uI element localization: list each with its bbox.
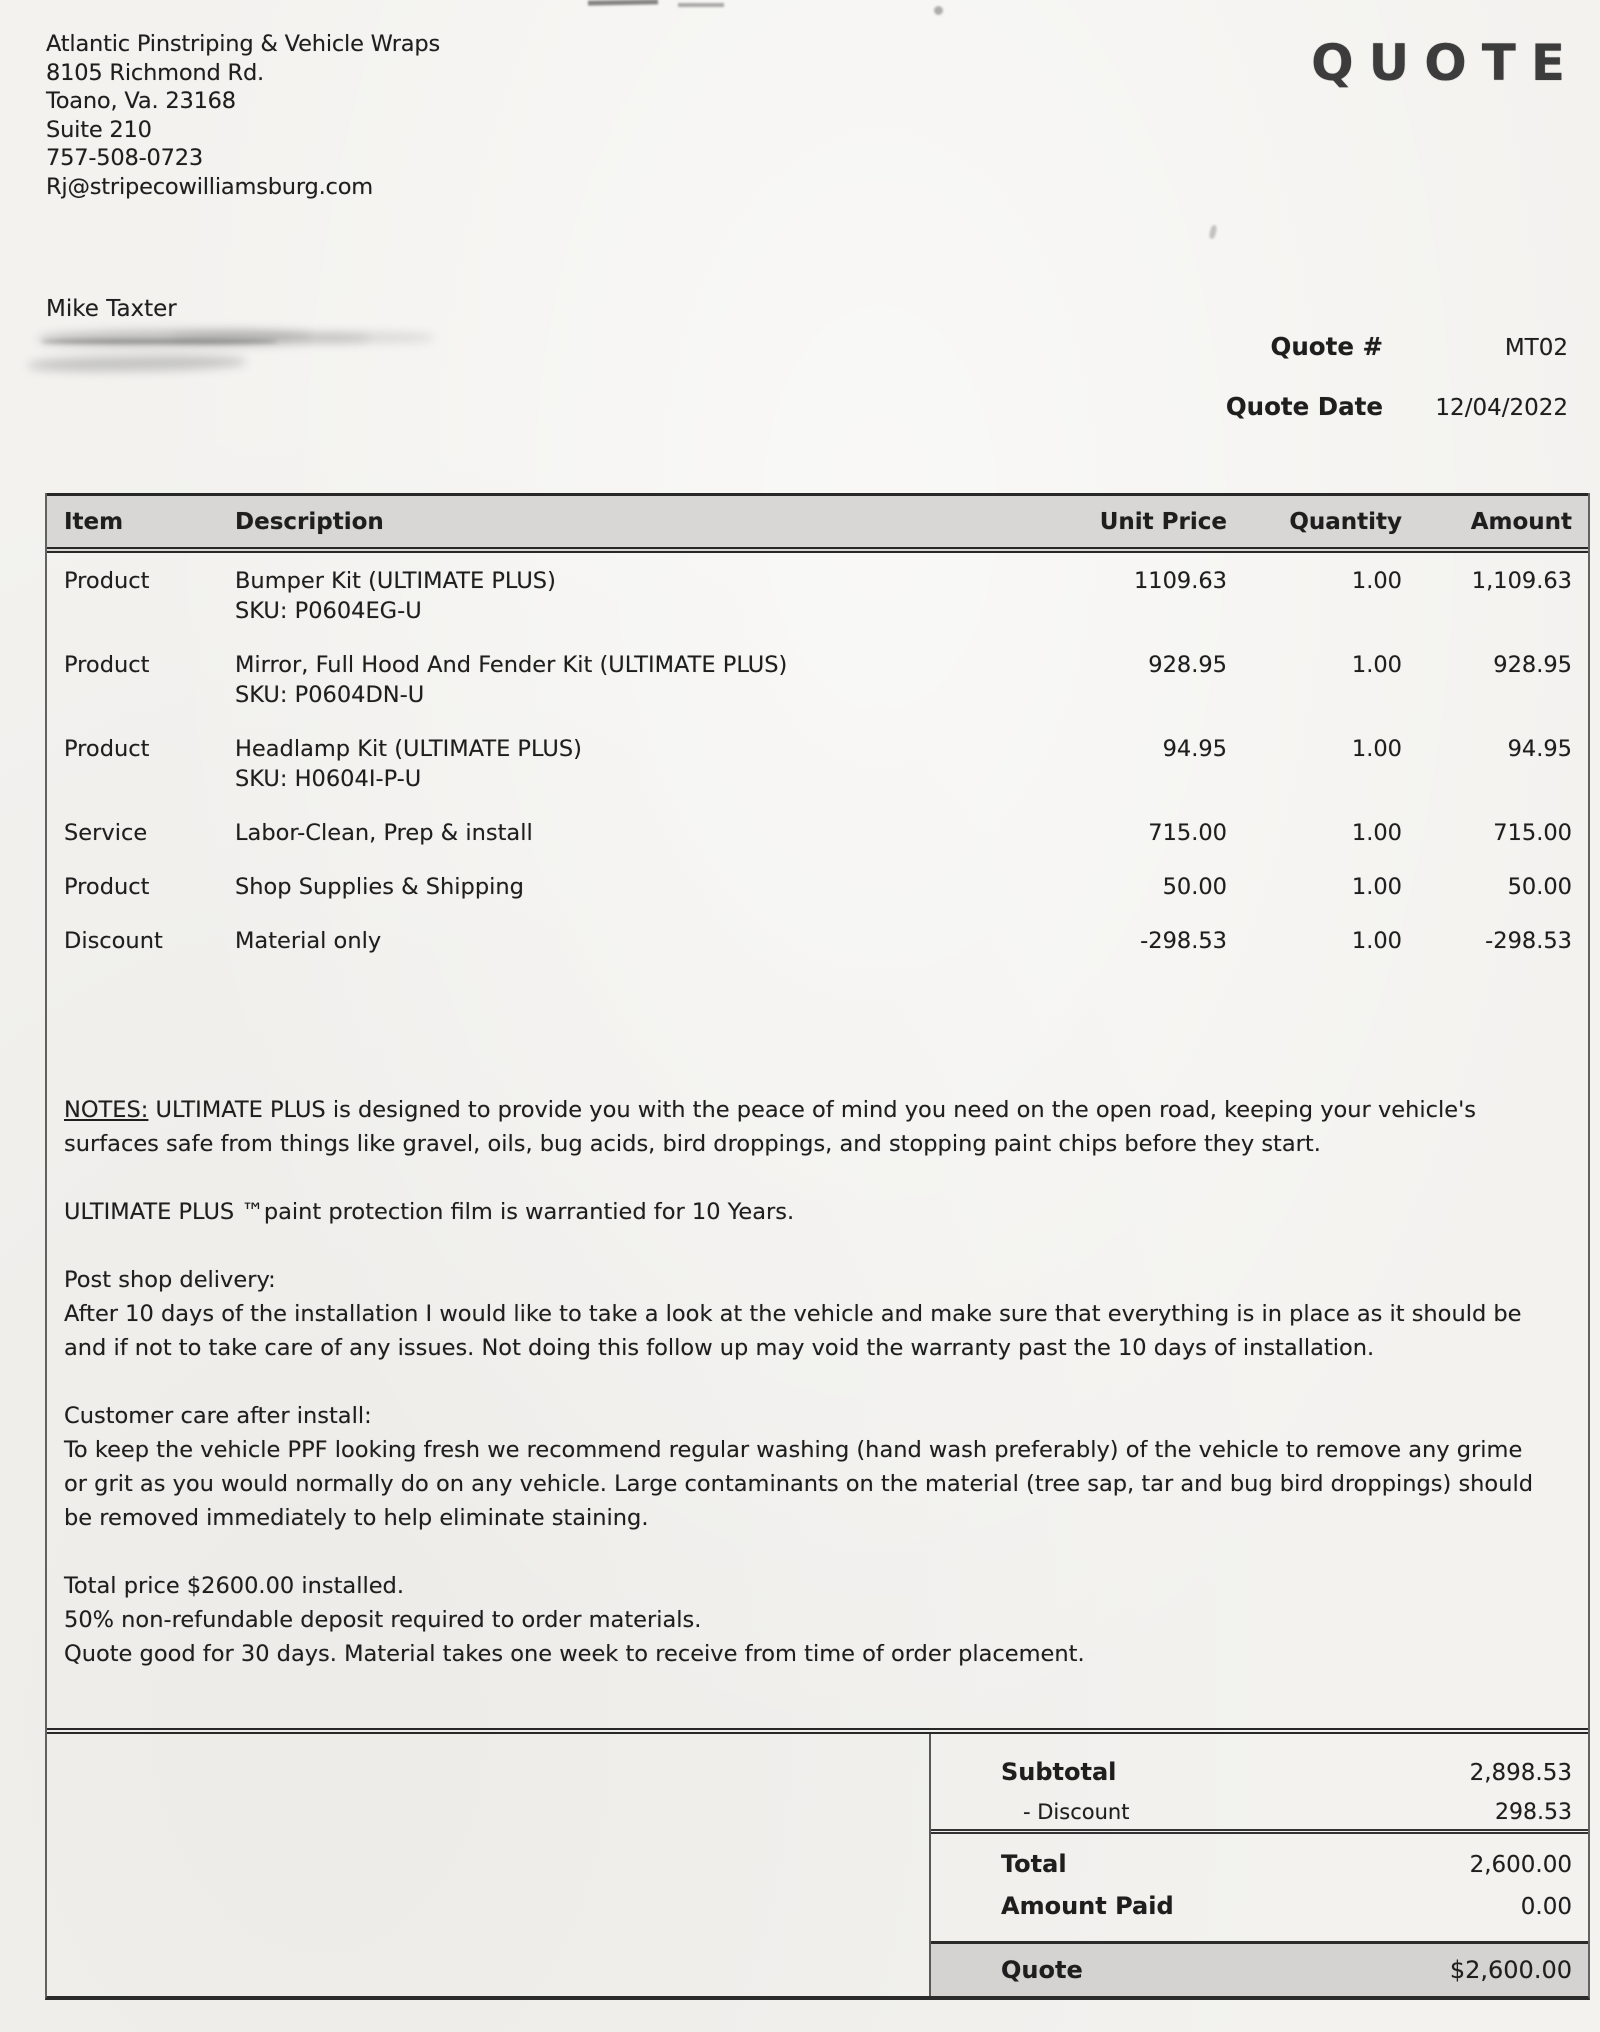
quote-date-row xyxy=(1133,392,1568,421)
redaction-scribble xyxy=(28,354,246,373)
totals-section xyxy=(47,1728,1588,1996)
quote-date-label: Quote Date xyxy=(1225,392,1383,421)
notes-intro xyxy=(64,1093,1546,1161)
warranty-note: ULTIMATE PLUS ™paint protection film is warrantied for 10 Years. xyxy=(64,1199,795,1225)
scan-artifact xyxy=(934,6,943,15)
total-value: 2,600.00 xyxy=(1469,1852,1572,1878)
scan-artifact xyxy=(588,0,658,6)
customer-care-note xyxy=(64,1399,1546,1535)
amount-paid-label: Amount Paid xyxy=(1001,1892,1174,1920)
table-row xyxy=(47,818,1588,848)
redaction-scribble xyxy=(300,333,435,342)
item-amount: 928.95 xyxy=(1493,652,1572,678)
scan-artifact xyxy=(678,3,724,7)
item-sku: SKU: P0604DN-U xyxy=(235,682,425,708)
amount-paid-value: 0.00 xyxy=(1520,1894,1572,1920)
item-description: Mirror, Full Hood And Fender Kit (ULTIMATE PLUS) xyxy=(235,652,788,678)
item-amount: 715.00 xyxy=(1493,820,1572,846)
item-quantity: 1.00 xyxy=(1351,874,1402,900)
column-header-unit-price: Unit Price xyxy=(1099,508,1227,535)
table-row xyxy=(47,926,1588,956)
item-unit-price: -298.53 xyxy=(1140,928,1227,954)
item-description: Shop Supplies & Shipping xyxy=(235,874,524,900)
post-shop-body: After 10 days of the installation I would like to take a look at the vehicle and make sure that everything is in place as it should be and if not to take care of any issues. Not doing this follow up may void the warranty past the 10 days of installation. xyxy=(64,1301,1522,1361)
item-quantity: 1.00 xyxy=(1351,568,1402,594)
customer-care-title: Customer care after install: xyxy=(64,1403,372,1429)
company-address-line2: Toano, Va. 23168 xyxy=(46,88,236,114)
item-type: Discount xyxy=(64,928,163,954)
company-name: Atlantic Pinstriping & Vehicle Wraps xyxy=(46,31,440,57)
totals-box xyxy=(929,1734,1588,1996)
column-header-description: Description xyxy=(235,508,384,535)
quote-total-row xyxy=(931,1941,1588,1996)
quote-date-value: 12/04/2022 xyxy=(1435,395,1568,421)
column-header-item: Item xyxy=(64,508,124,535)
item-quantity: 1.00 xyxy=(1351,736,1402,762)
subtotal-value: 2,898.53 xyxy=(1469,1760,1572,1786)
discount-value: 298.53 xyxy=(1495,1800,1572,1825)
customer-name: Mike Taxter xyxy=(46,296,177,322)
company-info xyxy=(46,30,440,201)
item-sku: SKU: H0604I-P-U xyxy=(235,766,422,792)
item-sku: SKU: P0604EG-U xyxy=(235,598,422,624)
discount-row xyxy=(931,1800,1588,1825)
item-description: Bumper Kit (ULTIMATE PLUS) xyxy=(235,568,556,594)
table-row xyxy=(47,650,1588,710)
scan-artifact xyxy=(1208,224,1217,239)
pricing-terms xyxy=(64,1569,1546,1671)
item-amount: 94.95 xyxy=(1507,736,1572,762)
quote-number-row xyxy=(1133,332,1568,361)
item-description: Headlamp Kit (ULTIMATE PLUS) xyxy=(235,736,582,762)
item-quantity: 1.00 xyxy=(1351,652,1402,678)
company-email: Rj@stripecowilliamsburg.com xyxy=(46,173,374,200)
column-header-amount: Amount xyxy=(1470,508,1572,535)
item-unit-price: 928.95 xyxy=(1148,652,1227,678)
post-shop-note xyxy=(64,1263,1546,1365)
quote-body xyxy=(45,493,1590,2000)
notes-section xyxy=(47,1093,1588,1671)
redaction-scribble xyxy=(42,339,277,344)
company-address-line1: 8105 Richmond Rd. xyxy=(46,59,264,86)
item-amount: -298.53 xyxy=(1485,928,1572,954)
item-type: Product xyxy=(64,568,150,594)
subtotal-row xyxy=(931,1758,1588,1786)
company-phone: 757-508-0723 xyxy=(46,145,203,171)
table-row xyxy=(47,566,1588,626)
quote-total-value: $2,600.00 xyxy=(1449,1956,1572,1984)
items-table-header xyxy=(47,493,1588,553)
total-label: Total xyxy=(1001,1850,1067,1878)
table-row xyxy=(47,872,1588,902)
item-amount: 50.00 xyxy=(1507,874,1572,900)
item-unit-price: 1109.63 xyxy=(1133,568,1227,594)
item-quantity: 1.00 xyxy=(1351,820,1402,846)
column-header-quantity: Quantity xyxy=(1289,508,1402,535)
totals-divider xyxy=(931,1829,1588,1834)
validity-line: Quote good for 30 days. Material takes one week to receive from time of order placement. xyxy=(64,1641,1085,1667)
item-type: Product xyxy=(64,652,150,678)
item-description: Material only xyxy=(235,928,382,954)
company-address-line3: Suite 210 xyxy=(46,116,152,143)
subtotal-label: Subtotal xyxy=(1001,1758,1117,1786)
table-row xyxy=(47,734,1588,794)
quote-total-label: Quote xyxy=(1001,1956,1083,1984)
item-unit-price: 50.00 xyxy=(1162,874,1227,900)
item-quantity: 1.00 xyxy=(1351,928,1402,954)
quote-number-value: MT02 xyxy=(1504,335,1568,361)
quote-number-label: Quote # xyxy=(1270,332,1383,361)
total-row xyxy=(931,1850,1588,1878)
item-unit-price: 715.00 xyxy=(1148,820,1227,846)
item-unit-price: 94.95 xyxy=(1162,736,1227,762)
price-line: Total price $2600.00 installed. xyxy=(64,1573,404,1599)
item-amount: 1,109.63 xyxy=(1471,568,1572,594)
items-table xyxy=(47,553,1588,981)
document-title: QUOTE xyxy=(1311,34,1580,92)
post-shop-title: Post shop delivery: xyxy=(64,1267,276,1293)
notes-label: NOTES: xyxy=(64,1097,149,1123)
notes-intro-text: ULTIMATE PLUS is designed to provide you with the peace of mind you need on the open road, keeping your vehicle's surfaces safe from things like gravel, oils, bug acids, bird droppings, and stopping paint chips before they start. xyxy=(64,1097,1476,1157)
item-type: Product xyxy=(64,874,150,900)
item-type: Product xyxy=(64,736,150,762)
item-description: Labor-Clean, Prep & install xyxy=(235,820,533,846)
item-type: Service xyxy=(64,820,148,846)
customer-care-body: To keep the vehicle PPF looking fresh we recommend regular washing (hand wash preferably) of the vehicle to remove any grime or grit as you would normally do on any vehicle. Large contaminants on the material (tree sap, tar and bug bird droppings) should be removed immediately to help eliminate staining. xyxy=(64,1437,1533,1531)
deposit-line: 50% non-refundable deposit required to order materials. xyxy=(64,1607,702,1633)
totals-left-spacer xyxy=(47,1734,929,1996)
amount-paid-row xyxy=(931,1892,1588,1920)
discount-label: - Discount xyxy=(1023,1800,1130,1824)
